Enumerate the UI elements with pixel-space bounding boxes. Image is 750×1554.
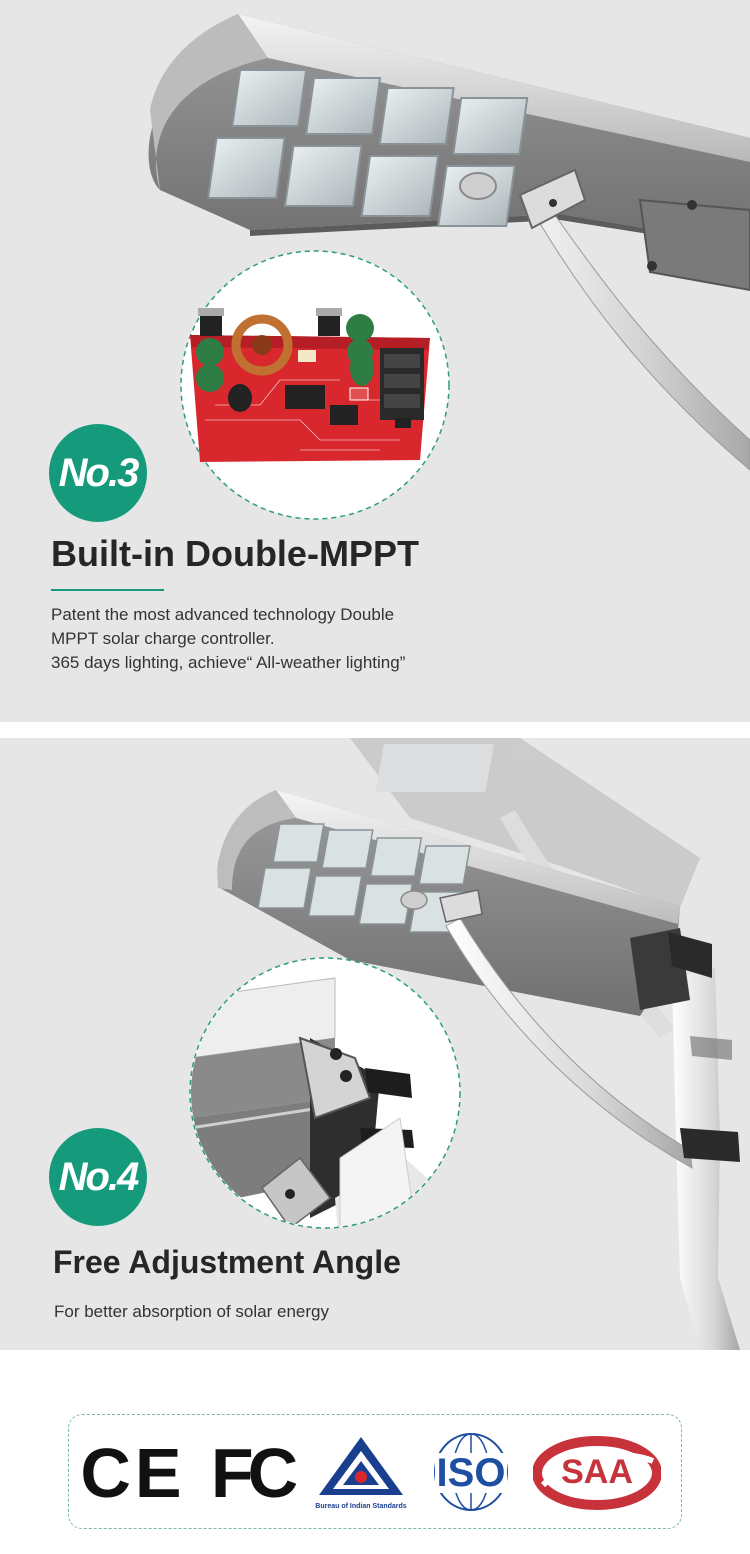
bis-triangle-icon (317, 1435, 405, 1501)
iso-mark (423, 1415, 519, 1530)
certifications-box (68, 1414, 682, 1529)
feature-panel-mppt (0, 0, 750, 722)
saa-mark (531, 1415, 663, 1530)
fcc-mark (204, 1415, 299, 1530)
feature-description (54, 1300, 329, 1324)
feature-title: Free Adjustment Angle (53, 1244, 401, 1280)
feature-panel-angle (0, 738, 750, 1350)
bracket-zoom-circle (190, 958, 460, 1258)
ce-mark-text: CE (80, 1433, 186, 1512)
bis-caption: Bureau of Indian Standards (315, 1503, 407, 1510)
saa-mark-text: SAA (561, 1453, 633, 1491)
fcc-mark-text: FC (210, 1433, 293, 1512)
feature-title: Built-in Double-MPPT (51, 533, 419, 574)
pcb-zoom-circle (181, 251, 449, 519)
description-line: MPPT solar charge controller. (51, 629, 275, 648)
feature-number-badge: No.3 (49, 424, 147, 522)
feature-description (51, 603, 651, 675)
mounting-plate (640, 200, 750, 290)
description-line: Patent the most advanced technology Double (51, 605, 395, 624)
description-line: 365 days lighting, achieve“ All-weather lighting” (51, 653, 406, 672)
motion-sensor (460, 173, 496, 199)
iso-mark-text: ISO (436, 1450, 506, 1495)
ce-mark (80, 1415, 186, 1530)
bis-mark (313, 1415, 409, 1530)
title-underline (51, 589, 164, 591)
description-line: For better absorption of solar energy (54, 1302, 329, 1321)
feature-number-badge: No.4 (49, 1128, 147, 1226)
